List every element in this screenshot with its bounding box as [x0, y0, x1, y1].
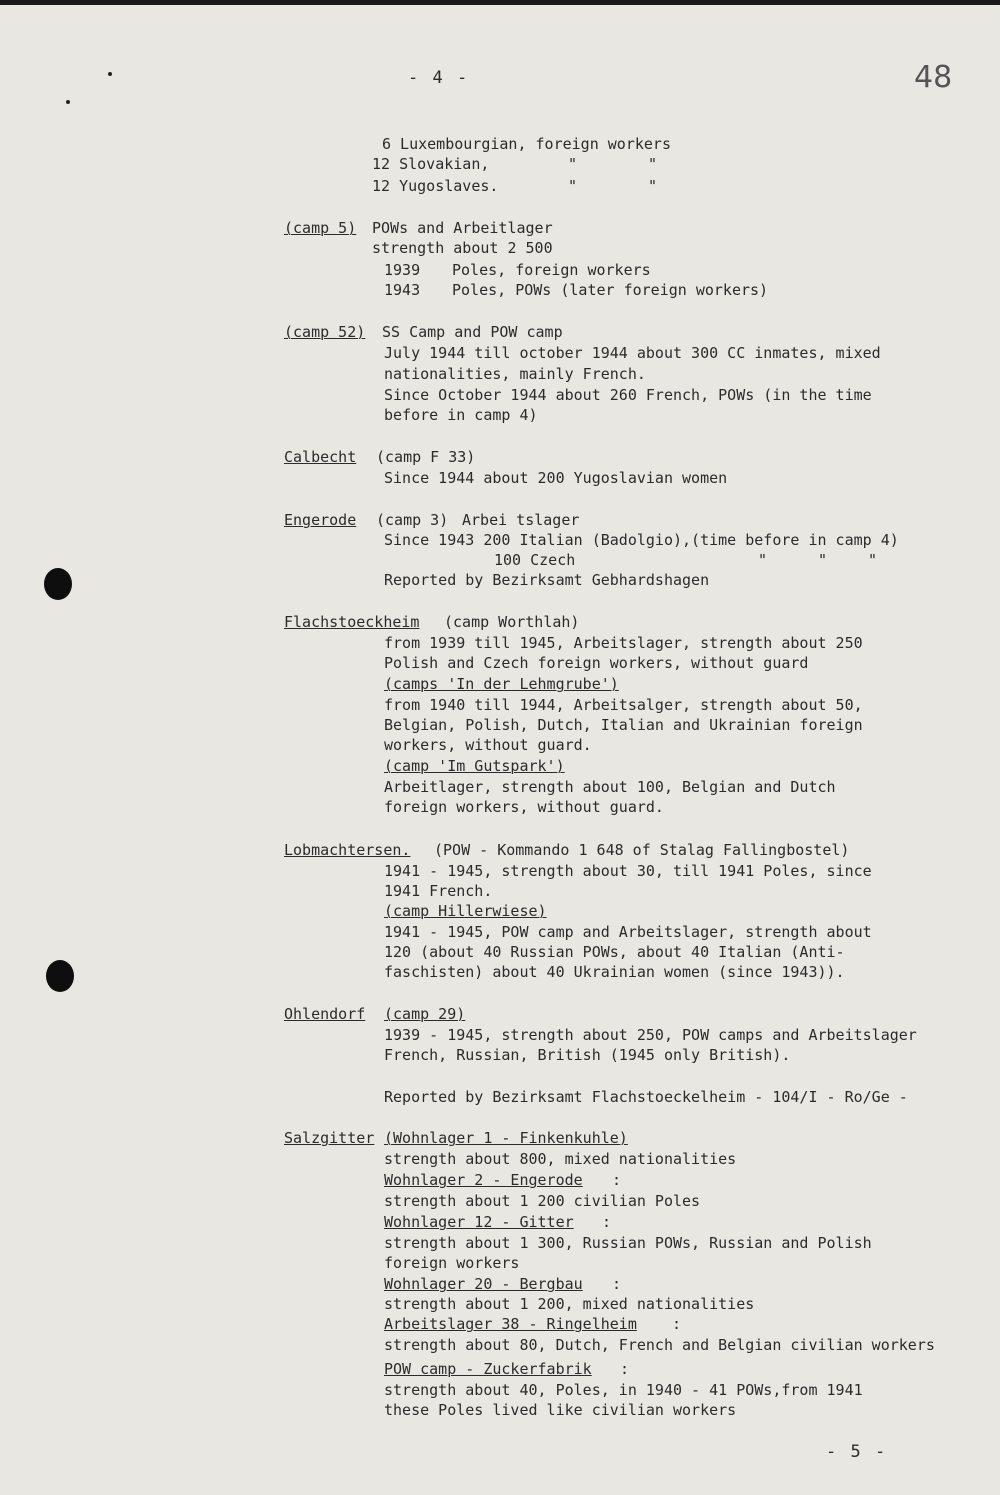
- ditto-mark: ": [568, 177, 578, 195]
- ditto-mark: ": [648, 177, 658, 195]
- text-line: workers, without guard.: [384, 736, 592, 754]
- text-line: 120 (about 40 Russian POWs, about 40 Italian (Anti-: [384, 943, 845, 961]
- place-name: Ohlendorf: [284, 1005, 366, 1023]
- row-text: Poles, POWs (later foreign workers): [452, 281, 769, 299]
- place-name: Flachstoeckheim: [284, 613, 420, 631]
- ditto-mark: ": [568, 155, 578, 173]
- intro-line: 12 Slovakian,: [372, 155, 490, 173]
- speck: [66, 100, 70, 104]
- text-line: Polish and Czech foreign workers, without guard: [384, 654, 809, 672]
- text-line: Since 1944 about 200 Yugoslavian women: [384, 469, 728, 487]
- sub-camp-label: (camp 'Im Gutspark'): [384, 757, 565, 775]
- place-name: Salzgitter: [284, 1129, 375, 1147]
- place-name: Lobmachtersen.: [284, 841, 411, 859]
- year: 1939: [384, 261, 421, 279]
- colon: :: [602, 1213, 612, 1231]
- text-line: nationalities, mainly French.: [384, 365, 646, 383]
- sub-camp-label: Wohnlager 20 - Bergbau: [384, 1275, 583, 1293]
- sub-camp-label: (camps 'In der Lehmgrube'): [384, 675, 619, 693]
- intro-line: 12 Yugoslaves.: [372, 177, 499, 195]
- text-line: strength about 1 200, mixed nationalities: [384, 1295, 755, 1313]
- text-line: 1939 - 1945, strength about 250, POW camps and Arbeitslager: [384, 1026, 917, 1044]
- text-line: strength about 40, Poles, in 1940 - 41 POWs,from 1941: [384, 1381, 863, 1399]
- camp-title: Arbei tslager: [462, 511, 580, 529]
- text-line: before in camp 4): [384, 406, 538, 424]
- camp-label: (camp F 33): [376, 448, 476, 466]
- text-line: 100 Czech: [494, 551, 576, 569]
- text-line: 1941 French.: [384, 882, 493, 900]
- text-line: strength about 1 300, Russian POWs, Russian and Polish: [384, 1234, 872, 1252]
- colon: :: [672, 1315, 682, 1333]
- text-line: Belgian, Polish, Dutch, Italian and Ukrainian foreign: [384, 716, 863, 734]
- text-line: Arbeitlager, strength about 100, Belgian and Dutch: [384, 778, 836, 796]
- text-line: from 1940 till 1944, Arbeitsalger, strength about 50,: [384, 696, 863, 714]
- camp-strength: strength about 2 500: [372, 239, 553, 257]
- sub-camp-label: Wohnlager 12 - Gitter: [384, 1213, 574, 1231]
- sub-camp-label: (camp Hillerwiese): [384, 902, 547, 920]
- ditto-mark: ": [758, 551, 768, 569]
- camp-label: (camp 3): [376, 511, 449, 529]
- sub-camp-label: Wohnlager 2 - Engerode: [384, 1171, 583, 1189]
- text-line: Since 1943 200 Italian (Badolgio),(time before in camp 4): [384, 531, 899, 549]
- ditto-mark: ": [648, 155, 658, 173]
- folio-number: 48: [914, 60, 953, 95]
- speck: [108, 72, 112, 76]
- colon: :: [612, 1275, 622, 1293]
- sub-camp-label: Arbeitslager 38 - Ringelheim: [384, 1315, 637, 1333]
- page-number-top: - 4 -: [408, 68, 470, 88]
- year: 1943: [384, 281, 421, 299]
- reported-line: Reported by Bezirksamt Gebhardshagen: [384, 571, 710, 589]
- text-line: faschisten) about 40 Ukrainian women (since 1943)).: [384, 963, 845, 981]
- text-line: foreign workers: [384, 1254, 520, 1272]
- text-line: 1941 - 1945, POW camp and Arbeitslager, strength about: [384, 923, 872, 941]
- camp-title: POWs and Arbeitlager: [372, 219, 553, 237]
- scan-edge: [0, 0, 1000, 5]
- camp-label: (camp 29): [384, 1005, 466, 1023]
- punch-hole: [44, 568, 72, 600]
- ditto-mark: ": [868, 551, 878, 569]
- camp-label: (camp Worthlah): [444, 613, 580, 631]
- text-line: from 1939 till 1945, Arbeitslager, strength about 250: [384, 634, 863, 652]
- text-line: Since October 1944 about 260 French, POWs (in the time: [384, 386, 872, 404]
- text-line: strength about 1 200 civilian Poles: [384, 1192, 701, 1210]
- text-line: 1941 - 1945, strength about 30, till 1941 Poles, since: [384, 862, 872, 880]
- text-line: strength about 800, mixed nationalities: [384, 1150, 737, 1168]
- colon: :: [612, 1171, 622, 1189]
- text-line: foreign workers, without guard.: [384, 798, 664, 816]
- row-text: Poles, foreign workers: [452, 261, 651, 279]
- text-line: these Poles lived like civilian workers: [384, 1401, 737, 1419]
- camp-title: SS Camp and POW camp: [382, 323, 563, 341]
- page-number-bottom: - 5 -: [826, 1442, 888, 1462]
- ditto-mark: ": [818, 551, 828, 569]
- place-name: Engerode: [284, 511, 357, 529]
- text-line: strength about 80, Dutch, French and Belgian civilian workers: [384, 1336, 935, 1354]
- punch-hole: [46, 960, 74, 992]
- colon: :: [620, 1360, 630, 1378]
- sub-camp-label: POW camp - Zuckerfabrik: [384, 1360, 592, 1378]
- camp-label: (camp 52): [284, 323, 366, 341]
- camp-label: (camp 5): [284, 219, 357, 237]
- text-line: French, Russian, British (1945 only British).: [384, 1046, 791, 1064]
- intro-line: 6 Luxembourgian, foreign workers: [382, 135, 671, 153]
- camp-label: (Wohnlager 1 - Finkenkuhle): [384, 1129, 628, 1147]
- camp-title: (POW - Kommando 1 648 of Stalag Fallingbostel): [434, 841, 850, 859]
- reported-line: Reported by Bezirksamt Flachstoeckelheim - 104/I - Ro/Ge -: [384, 1088, 908, 1106]
- place-name: Calbecht: [284, 448, 357, 466]
- text-line: July 1944 till october 1944 about 300 CC inmates, mixed: [384, 344, 881, 362]
